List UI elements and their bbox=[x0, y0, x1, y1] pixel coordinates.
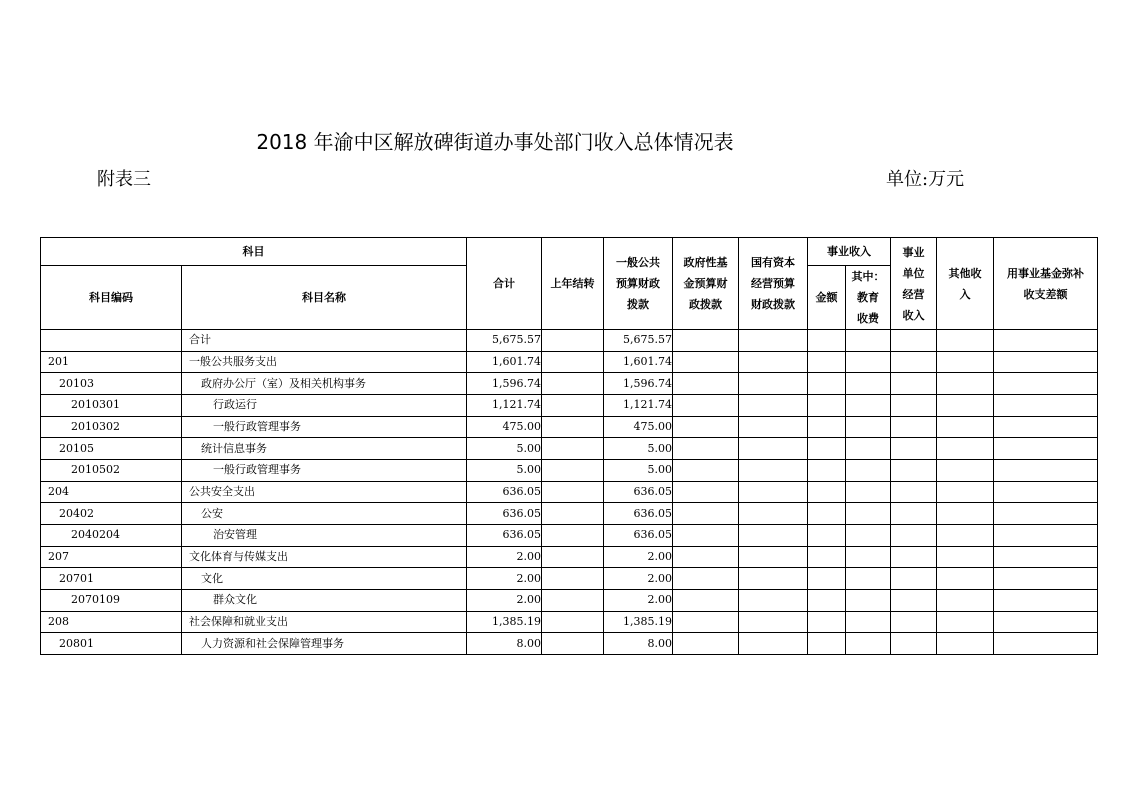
empty-cell bbox=[542, 351, 604, 373]
empty-cell bbox=[994, 611, 1098, 633]
cell-general-budget: 5,675.57 bbox=[604, 330, 673, 352]
empty-cell bbox=[846, 416, 891, 438]
empty-cell bbox=[673, 503, 739, 525]
header-business-income: 事业收入 bbox=[808, 238, 891, 266]
empty-cell bbox=[994, 481, 1098, 503]
table-row bbox=[41, 373, 1098, 395]
empty-cell bbox=[891, 568, 937, 590]
empty-cell bbox=[673, 524, 739, 546]
table-row bbox=[41, 568, 1098, 590]
empty-cell bbox=[994, 546, 1098, 568]
empty-cell bbox=[891, 481, 937, 503]
empty-cell bbox=[542, 438, 604, 460]
cell-general-budget: 5.00 bbox=[604, 438, 673, 460]
header-state-capital: 国有资本 经营预算 财政拨款 bbox=[739, 238, 808, 330]
empty-cell bbox=[739, 351, 808, 373]
empty-cell bbox=[808, 481, 846, 503]
table-row bbox=[41, 589, 1098, 611]
empty-cell bbox=[994, 373, 1098, 395]
empty-cell bbox=[542, 611, 604, 633]
empty-cell bbox=[739, 611, 808, 633]
empty-cell bbox=[542, 568, 604, 590]
table-row bbox=[41, 481, 1098, 503]
cell-name: 治安管理 bbox=[182, 524, 467, 546]
empty-cell bbox=[542, 503, 604, 525]
empty-cell bbox=[994, 416, 1098, 438]
empty-cell bbox=[994, 394, 1098, 416]
empty-cell bbox=[673, 459, 739, 481]
empty-cell bbox=[673, 611, 739, 633]
empty-cell bbox=[846, 589, 891, 611]
empty-cell bbox=[739, 503, 808, 525]
empty-cell bbox=[542, 633, 604, 655]
cell-total: 1,596.74 bbox=[467, 373, 542, 395]
empty-cell bbox=[937, 633, 994, 655]
cell-name: 一般行政管理事务 bbox=[182, 459, 467, 481]
cell-name: 人力资源和社会保障管理事务 bbox=[182, 633, 467, 655]
empty-cell bbox=[937, 394, 994, 416]
cell-general-budget: 1,121.74 bbox=[604, 394, 673, 416]
empty-cell bbox=[739, 568, 808, 590]
table-row bbox=[41, 524, 1098, 546]
cell-total: 1,385.19 bbox=[467, 611, 542, 633]
empty-cell bbox=[891, 351, 937, 373]
empty-cell bbox=[739, 394, 808, 416]
cell-code: 2070109 bbox=[41, 589, 182, 611]
empty-cell bbox=[808, 373, 846, 395]
cell-name: 统计信息事务 bbox=[182, 438, 467, 460]
table-body bbox=[41, 330, 1098, 655]
empty-cell bbox=[891, 330, 937, 352]
empty-cell bbox=[673, 416, 739, 438]
empty-cell bbox=[673, 568, 739, 590]
empty-cell bbox=[739, 481, 808, 503]
empty-cell bbox=[891, 611, 937, 633]
empty-cell bbox=[542, 589, 604, 611]
table-row bbox=[41, 633, 1098, 655]
empty-cell bbox=[937, 438, 994, 460]
empty-cell bbox=[891, 524, 937, 546]
empty-cell bbox=[542, 481, 604, 503]
empty-cell bbox=[808, 416, 846, 438]
empty-cell bbox=[891, 438, 937, 460]
table-row bbox=[41, 330, 1098, 352]
cell-code: 2010301 bbox=[41, 394, 182, 416]
header-business-unit-ops: 事业 单位 经营 收入 bbox=[891, 238, 937, 330]
empty-cell bbox=[891, 546, 937, 568]
cell-total: 5.00 bbox=[467, 438, 542, 460]
cell-total: 1,601.74 bbox=[467, 351, 542, 373]
empty-cell bbox=[542, 373, 604, 395]
cell-code: 2010302 bbox=[41, 416, 182, 438]
cell-total: 475.00 bbox=[467, 416, 542, 438]
empty-cell bbox=[808, 438, 846, 460]
table-row bbox=[41, 503, 1098, 525]
cell-total: 1,121.74 bbox=[467, 394, 542, 416]
empty-cell bbox=[673, 589, 739, 611]
cell-name: 合计 bbox=[182, 330, 467, 352]
empty-cell bbox=[937, 459, 994, 481]
empty-cell bbox=[846, 394, 891, 416]
empty-cell bbox=[673, 330, 739, 352]
empty-cell bbox=[846, 503, 891, 525]
cell-general-budget: 8.00 bbox=[604, 633, 673, 655]
cell-general-budget: 1,385.19 bbox=[604, 611, 673, 633]
cell-total: 2.00 bbox=[467, 568, 542, 590]
empty-cell bbox=[994, 459, 1098, 481]
cell-code: 20801 bbox=[41, 633, 182, 655]
cell-code: 208 bbox=[41, 611, 182, 633]
cell-general-budget: 475.00 bbox=[604, 416, 673, 438]
header-subject: 科目 bbox=[41, 238, 467, 266]
empty-cell bbox=[937, 373, 994, 395]
empty-cell bbox=[808, 611, 846, 633]
empty-cell bbox=[739, 459, 808, 481]
empty-cell bbox=[994, 633, 1098, 655]
header-business-edu-fee: 其中： 教育 收费 bbox=[846, 266, 891, 330]
cell-code: 207 bbox=[41, 546, 182, 568]
cell-total: 636.05 bbox=[467, 481, 542, 503]
empty-cell bbox=[739, 373, 808, 395]
cell-total: 5,675.57 bbox=[467, 330, 542, 352]
attachment-label: 附表三 bbox=[97, 169, 151, 190]
empty-cell bbox=[937, 611, 994, 633]
cell-general-budget: 2.00 bbox=[604, 589, 673, 611]
empty-cell bbox=[994, 589, 1098, 611]
header-subject-code: 科目编码 bbox=[41, 266, 182, 330]
cell-name: 公安 bbox=[182, 503, 467, 525]
cell-total: 2.00 bbox=[467, 546, 542, 568]
cell-code: 204 bbox=[41, 481, 182, 503]
cell-code: 201 bbox=[41, 351, 182, 373]
cell-general-budget: 1,596.74 bbox=[604, 373, 673, 395]
cell-general-budget: 2.00 bbox=[604, 546, 673, 568]
header-business-amount: 金额 bbox=[808, 266, 846, 330]
empty-cell bbox=[846, 633, 891, 655]
header-surplus-fund: 用事业基金弥补 收支差额 bbox=[994, 238, 1098, 330]
empty-cell bbox=[937, 330, 994, 352]
cell-name: 群众文化 bbox=[182, 589, 467, 611]
cell-total: 636.05 bbox=[467, 503, 542, 525]
empty-cell bbox=[846, 351, 891, 373]
empty-cell bbox=[846, 373, 891, 395]
header-carryover: 上年结转 bbox=[542, 238, 604, 330]
table-row bbox=[41, 459, 1098, 481]
table-row bbox=[41, 438, 1098, 460]
cell-total: 8.00 bbox=[467, 633, 542, 655]
cell-general-budget: 5.00 bbox=[604, 459, 673, 481]
empty-cell bbox=[937, 351, 994, 373]
empty-cell bbox=[739, 589, 808, 611]
cell-general-budget: 1,601.74 bbox=[604, 351, 673, 373]
empty-cell bbox=[542, 524, 604, 546]
empty-cell bbox=[846, 568, 891, 590]
empty-cell bbox=[846, 459, 891, 481]
empty-cell bbox=[808, 459, 846, 481]
empty-cell bbox=[891, 394, 937, 416]
empty-cell bbox=[808, 633, 846, 655]
cell-total: 636.05 bbox=[467, 524, 542, 546]
cell-general-budget: 636.05 bbox=[604, 524, 673, 546]
table-row bbox=[41, 611, 1098, 633]
table-row bbox=[41, 546, 1098, 568]
cell-name: 社会保障和就业支出 bbox=[182, 611, 467, 633]
cell-code: 20103 bbox=[41, 373, 182, 395]
empty-cell bbox=[846, 438, 891, 460]
empty-cell bbox=[891, 416, 937, 438]
empty-cell bbox=[673, 438, 739, 460]
empty-cell bbox=[542, 546, 604, 568]
cell-name: 行政运行 bbox=[182, 394, 467, 416]
cell-code: 20402 bbox=[41, 503, 182, 525]
header-subject-name: 科目名称 bbox=[182, 266, 467, 330]
empty-cell bbox=[891, 589, 937, 611]
cell-code: 20701 bbox=[41, 568, 182, 590]
empty-cell bbox=[937, 524, 994, 546]
empty-cell bbox=[846, 611, 891, 633]
empty-cell bbox=[994, 568, 1098, 590]
cell-general-budget: 2.00 bbox=[604, 568, 673, 590]
empty-cell bbox=[673, 351, 739, 373]
empty-cell bbox=[673, 633, 739, 655]
empty-cell bbox=[891, 373, 937, 395]
empty-cell bbox=[739, 524, 808, 546]
empty-cell bbox=[739, 633, 808, 655]
empty-cell bbox=[542, 416, 604, 438]
empty-cell bbox=[846, 481, 891, 503]
header-general-budget: 一般公共 预算财政 拨款 bbox=[604, 238, 673, 330]
empty-cell bbox=[994, 438, 1098, 460]
empty-cell bbox=[673, 481, 739, 503]
empty-cell bbox=[739, 330, 808, 352]
empty-cell bbox=[673, 373, 739, 395]
empty-cell bbox=[808, 524, 846, 546]
document-title: 2018 年渝中区解放碑街道办事处部门收入总体情况表 bbox=[256, 130, 734, 154]
cell-name: 公共安全支出 bbox=[182, 481, 467, 503]
empty-cell bbox=[994, 524, 1098, 546]
empty-cell bbox=[673, 394, 739, 416]
empty-cell bbox=[937, 546, 994, 568]
empty-cell bbox=[846, 546, 891, 568]
empty-cell bbox=[808, 351, 846, 373]
empty-cell bbox=[994, 503, 1098, 525]
empty-cell bbox=[808, 394, 846, 416]
unit-label: 单位:万元 bbox=[886, 169, 965, 190]
header-gov-fund: 政府性基 金预算财 政拨款 bbox=[673, 238, 739, 330]
empty-cell bbox=[891, 459, 937, 481]
cell-code: 2040204 bbox=[41, 524, 182, 546]
cell-name: 文化体育与传媒支出 bbox=[182, 546, 467, 568]
cell-total: 5.00 bbox=[467, 459, 542, 481]
cell-total: 2.00 bbox=[467, 589, 542, 611]
empty-cell bbox=[673, 546, 739, 568]
empty-cell bbox=[937, 568, 994, 590]
empty-cell bbox=[937, 503, 994, 525]
empty-cell bbox=[808, 589, 846, 611]
cell-name: 政府办公厅（室）及相关机构事务 bbox=[182, 373, 467, 395]
header-row-1 bbox=[41, 238, 1098, 266]
cell-name: 文化 bbox=[182, 568, 467, 590]
cell-code bbox=[41, 330, 182, 352]
cell-general-budget: 636.05 bbox=[604, 503, 673, 525]
cell-code: 2010502 bbox=[41, 459, 182, 481]
empty-cell bbox=[994, 351, 1098, 373]
table-row bbox=[41, 394, 1098, 416]
empty-cell bbox=[542, 459, 604, 481]
cell-name: 一般行政管理事务 bbox=[182, 416, 467, 438]
empty-cell bbox=[937, 589, 994, 611]
empty-cell bbox=[808, 330, 846, 352]
empty-cell bbox=[937, 481, 994, 503]
cell-code: 20105 bbox=[41, 438, 182, 460]
empty-cell bbox=[542, 330, 604, 352]
empty-cell bbox=[808, 568, 846, 590]
income-summary-table bbox=[40, 237, 1098, 655]
table-row bbox=[41, 416, 1098, 438]
cell-general-budget: 636.05 bbox=[604, 481, 673, 503]
header-other: 其他收 入 bbox=[937, 238, 994, 330]
empty-cell bbox=[739, 438, 808, 460]
empty-cell bbox=[994, 330, 1098, 352]
empty-cell bbox=[891, 633, 937, 655]
header-total: 合计 bbox=[467, 238, 542, 330]
empty-cell bbox=[542, 394, 604, 416]
empty-cell bbox=[891, 503, 937, 525]
table-row bbox=[41, 351, 1098, 373]
empty-cell bbox=[937, 416, 994, 438]
empty-cell bbox=[846, 330, 891, 352]
empty-cell bbox=[846, 524, 891, 546]
cell-name: 一般公共服务支出 bbox=[182, 351, 467, 373]
empty-cell bbox=[808, 503, 846, 525]
empty-cell bbox=[808, 546, 846, 568]
empty-cell bbox=[739, 546, 808, 568]
empty-cell bbox=[739, 416, 808, 438]
